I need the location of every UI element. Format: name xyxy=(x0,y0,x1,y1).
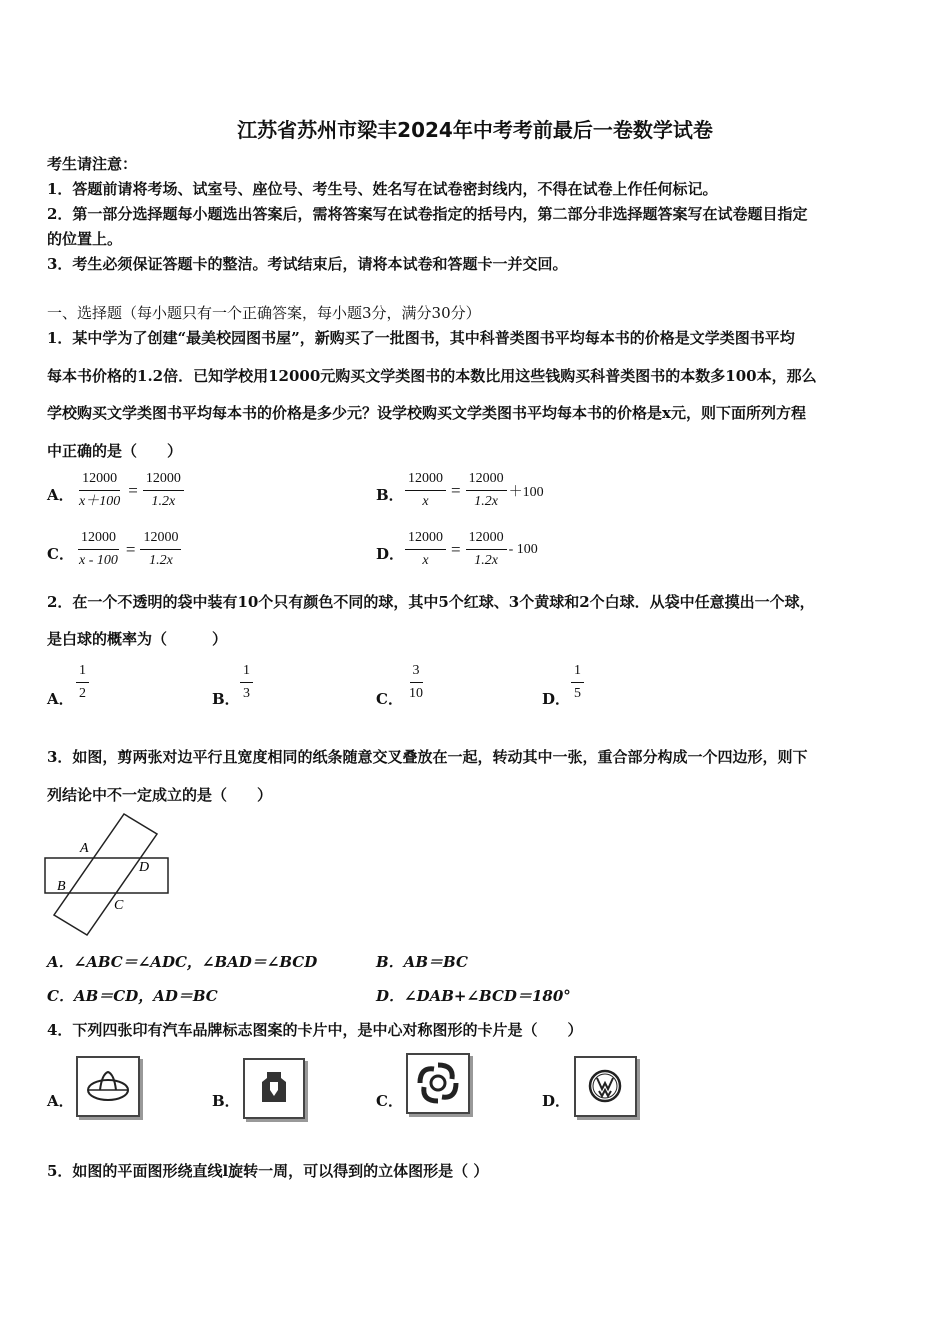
car-logo-a-icon[interactable] xyxy=(76,1056,140,1117)
car-logo-vw-icon[interactable] xyxy=(574,1056,637,1117)
question-4-text: 4．下列四张印有汽车品牌标志图案的卡片中，是中心对称图形的卡片是（ ） xyxy=(47,1021,583,1039)
question-3-text: 列结论中不一定成立的是（ ） xyxy=(47,786,273,804)
option-c-fraction: 3 10 xyxy=(409,663,423,701)
notice-item: 1．答题前请将考场、试室号、座位号、考生号、姓名写在试卷密封线内，不得在试卷上作任何标记。 xyxy=(47,180,718,198)
question-1-text: 每本书价格的1.2倍．已知学校用12000元购买文学类图书的本数比用这些钱购买科普类图书的本数多100本，那么 xyxy=(47,367,817,385)
notice-item: 的位置上。 xyxy=(47,230,123,248)
option-label[interactable]: B． xyxy=(212,1092,240,1110)
question-1-text: 中正确的是（ ） xyxy=(47,442,183,460)
option-c-equation: $\frac{12000}{x - 100}$ = $\frac{12000}{1.2x}$ xyxy=(74,529,183,570)
question-1-text: 1．某中学为了创建“最美校园图书屋”，新购买了一批图书，其中科普类图书平均每本书的价格是文学类图书平均 xyxy=(47,329,795,347)
option-d-fraction: 1 5 xyxy=(569,662,586,703)
option-b-fraction: 1 3 xyxy=(238,662,255,703)
option-label[interactable]: A． xyxy=(47,1092,74,1110)
option-label[interactable]: C． xyxy=(376,1092,403,1110)
option-a-text[interactable]: A．∠ABC＝∠ADC，∠BAD＝∠BCD xyxy=(47,953,318,971)
car-logo-b-icon[interactable] xyxy=(243,1058,305,1119)
svg-text:B: B xyxy=(57,879,66,894)
option-label[interactable]: C． xyxy=(376,690,403,708)
page-title: 江苏省苏州市梁丰2024年中考考前最后一卷数学试卷 xyxy=(237,118,713,142)
crossed-strips-figure xyxy=(40,808,180,940)
question-5-text: 5．如图的平面图形绕直线l旋转一周，可以得到的立体图形是（ ） xyxy=(47,1162,489,1180)
question-2-text: 是白球的概率为（ ） xyxy=(47,630,228,648)
option-b-equation: $\frac{12000}{x}$ = $\frac{12000}{1.2x}$ ＋100 xyxy=(403,470,544,511)
option-c-text[interactable]: C．AB＝CD，AD＝BC xyxy=(47,987,218,1005)
option-label[interactable]: B． xyxy=(212,690,240,708)
car-logo-c-icon[interactable] xyxy=(406,1053,470,1114)
question-2-text: 2．在一个不透明的袋中装有10个只有颜色不同的球，其中5个红球、3个黄球和2个白球．从袋中任意摸出一个球， xyxy=(47,593,815,611)
option-label[interactable]: A． xyxy=(47,486,74,504)
svg-text:D: D xyxy=(139,860,150,875)
notice-item: 3．考生必须保证答题卡的整洁。考试结束后，请将本试卷和答题卡一并交回。 xyxy=(47,255,568,273)
option-label[interactable]: A． xyxy=(47,690,74,708)
notice-heading: 考生请注意： xyxy=(47,155,138,173)
option-a-equation: $\frac{12000}{x+100}$ = $\frac{12000}{1.2x}$ xyxy=(74,470,186,511)
question-3-text: 3．如图，剪两张对边平行且宽度相同的纸条随意交叉叠放在一起，转动其中一张，重合部分构成一个四边形，则下 xyxy=(47,748,808,766)
section-heading: 一、选择题（每小题只有一个正确答案，每小题3分，满分30分） xyxy=(47,304,481,322)
option-label[interactable]: B． xyxy=(376,486,404,504)
notice-item: 2．第一部分选择题每小题选出答案后，需将答案写在试卷指定的括号内，第二部分非选择题答案写在试卷题目指定 xyxy=(47,205,808,223)
option-label[interactable]: C． xyxy=(47,545,74,563)
question-1-text: 学校购买文学类图书平均每本书的价格是多少元？设学校购买文学类图书平均每本书的价格是x元，则下面所列方程 xyxy=(47,404,806,422)
option-d-text[interactable]: D．∠DAB+∠BCD＝180° xyxy=(376,987,571,1005)
option-label[interactable]: D． xyxy=(376,545,405,563)
svg-text:C: C xyxy=(114,898,124,913)
option-b-text[interactable]: B．AB＝BC xyxy=(376,953,468,971)
option-label[interactable]: D． xyxy=(542,690,571,708)
option-label[interactable]: D． xyxy=(542,1092,571,1110)
option-d-equation: $\frac{12000}{x}$ = $\frac{12000}{1.2x}$ - 100 xyxy=(403,529,538,570)
option-a-fraction: 1 2 xyxy=(74,662,91,703)
svg-text:A: A xyxy=(80,841,89,856)
